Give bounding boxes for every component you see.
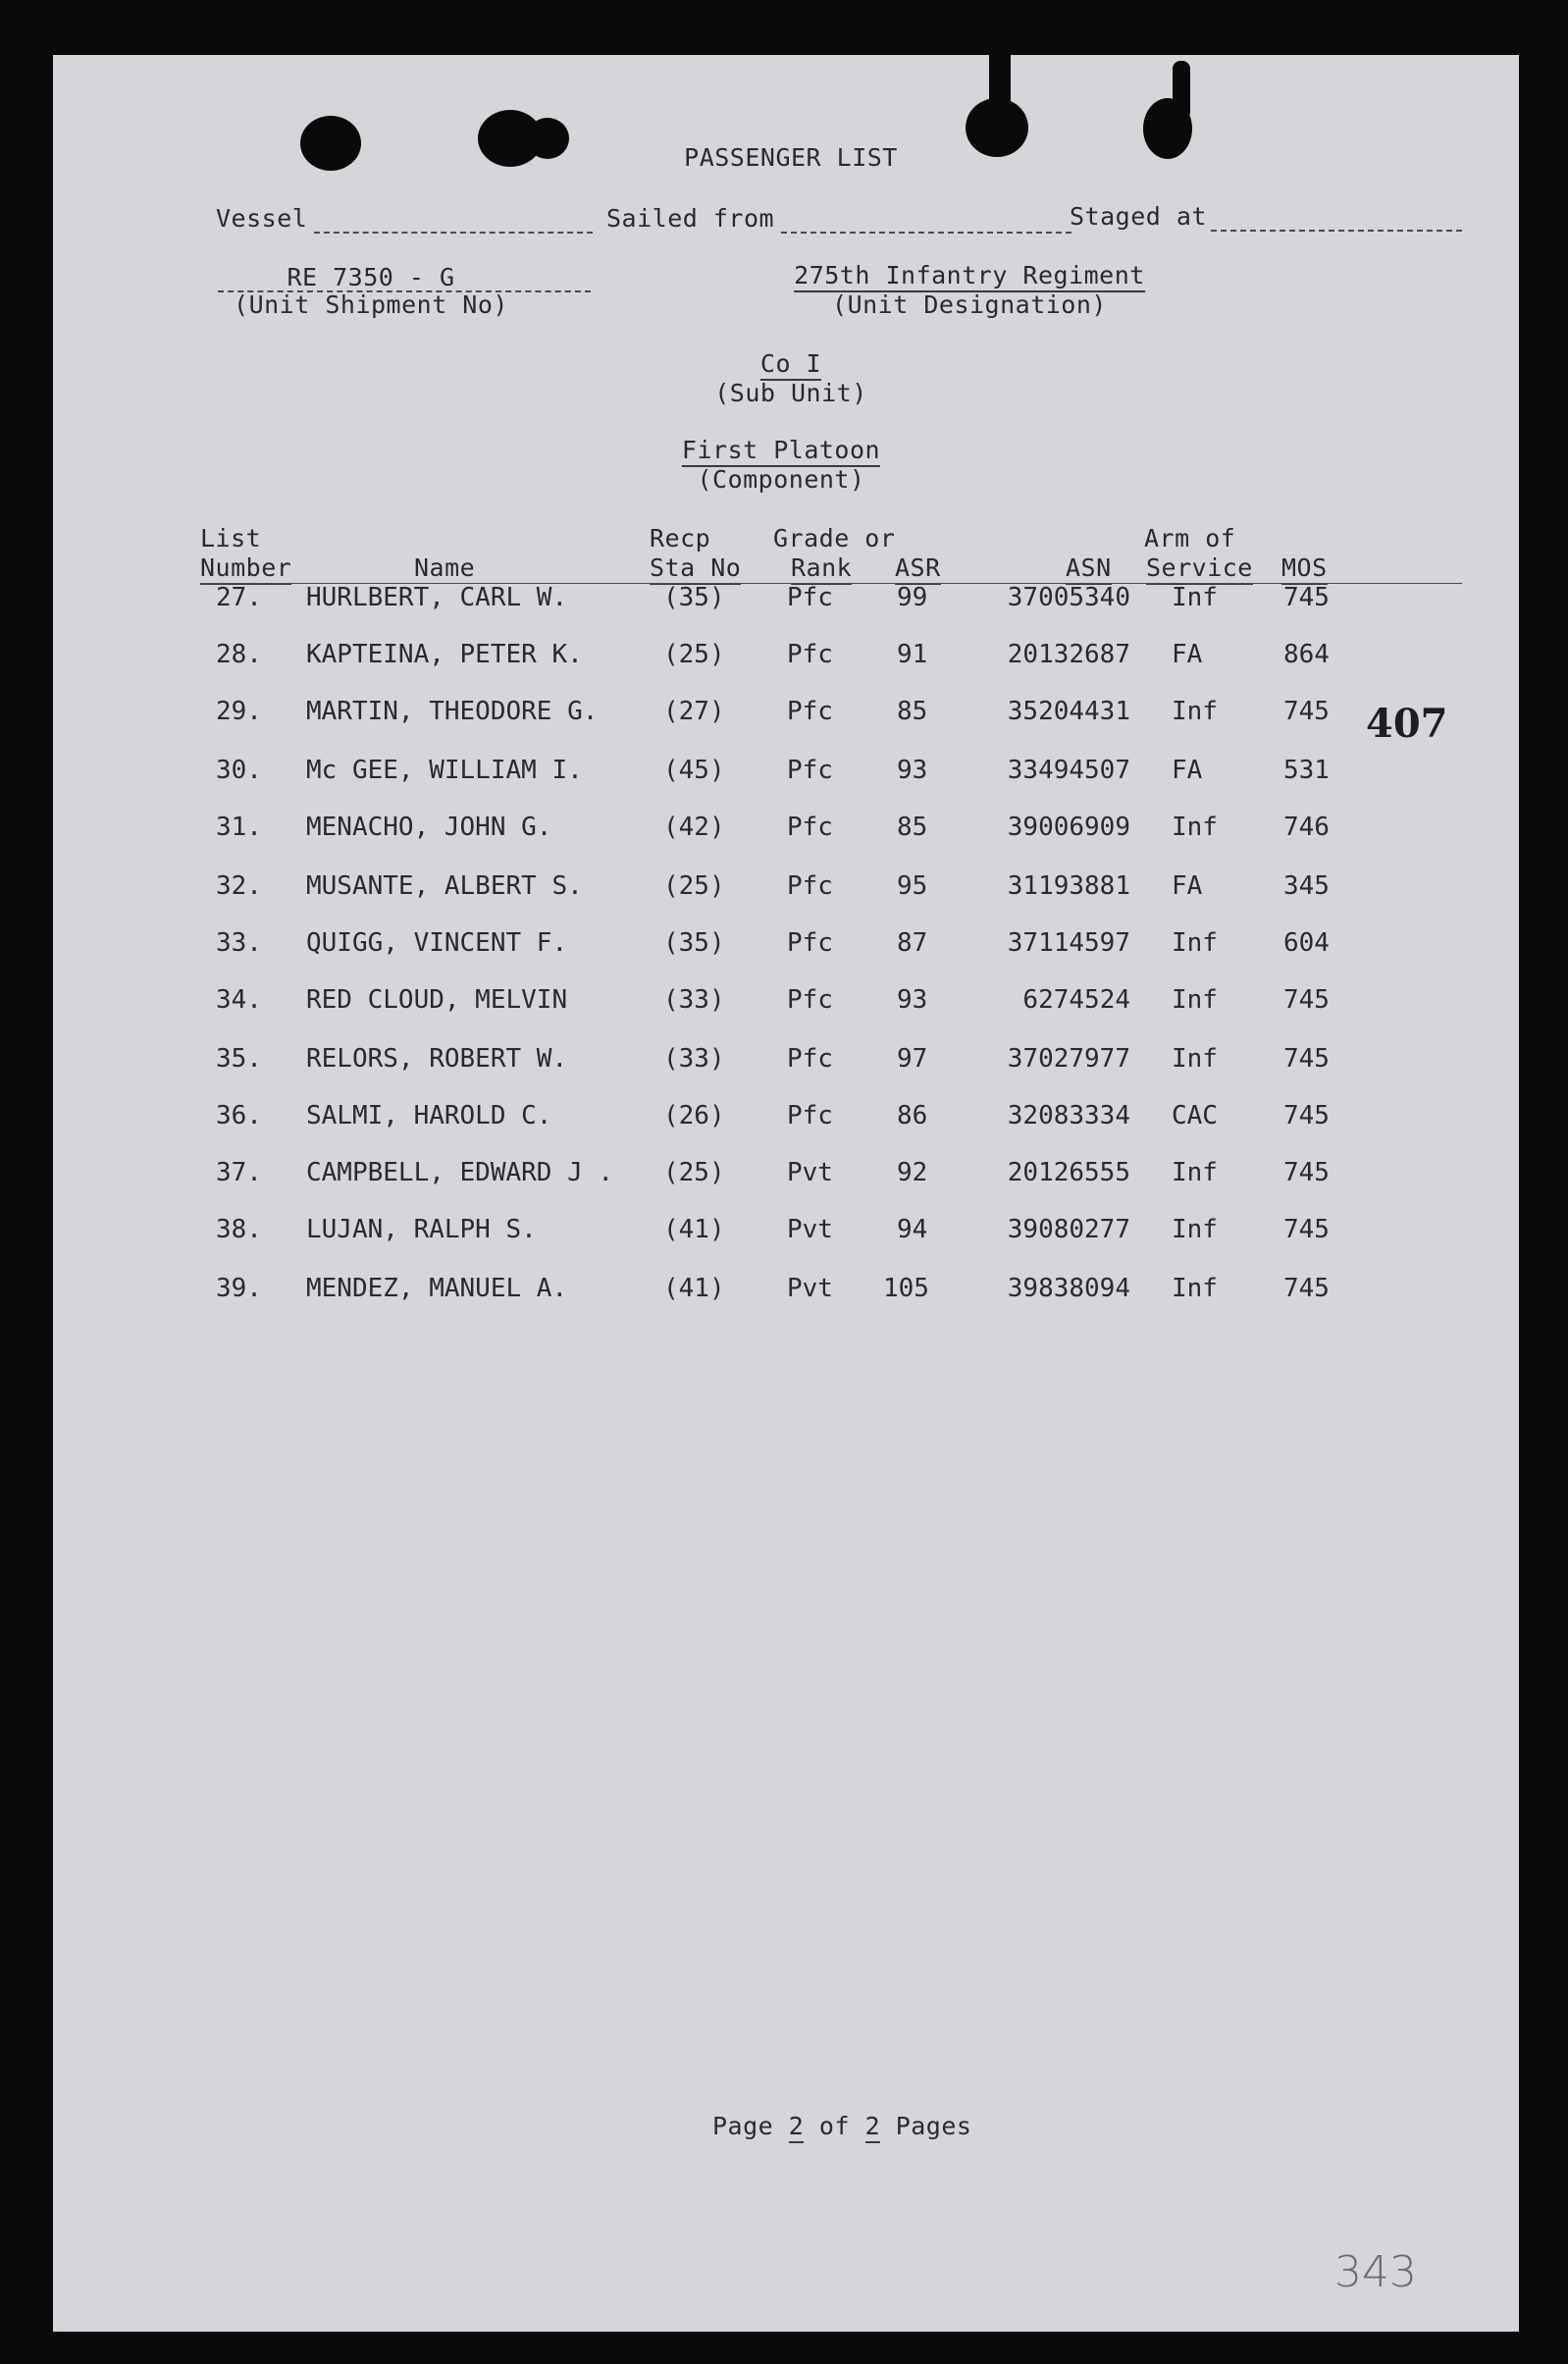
page-label: Page	[712, 2112, 774, 2140]
passenger-name: KAPTEINA, PETER K.	[306, 640, 583, 669]
recp-sta-no: (35)	[663, 928, 725, 958]
list-number: 27.	[216, 583, 262, 612]
arm-of-service: Inf	[1172, 928, 1218, 958]
col-grade-1: Grade or	[773, 524, 896, 552]
table-row	[0, 1158, 1568, 1197]
mos: 745	[1283, 697, 1330, 726]
stamp-number: 407	[1366, 701, 1448, 747]
recp-sta-no: (25)	[663, 1158, 725, 1187]
mos: 745	[1283, 985, 1330, 1015]
rank: Pfc	[787, 985, 833, 1015]
rank: Pfc	[787, 756, 833, 785]
page-current: 2	[789, 2112, 805, 2143]
asr: 93	[897, 985, 928, 1015]
arm-of-service: FA	[1172, 640, 1203, 669]
punch-hole	[989, 29, 1011, 118]
recp-sta-no: (35)	[663, 583, 725, 612]
asr: 85	[897, 697, 928, 726]
arm-of-service: Inf	[1172, 1274, 1218, 1303]
recp-sta-no: (26)	[663, 1101, 725, 1130]
col-arm-1: Arm of	[1144, 524, 1236, 552]
arm-of-service: Inf	[1172, 583, 1218, 612]
asn: 39006909	[1007, 813, 1130, 842]
mos: 864	[1283, 640, 1330, 669]
asr: 91	[897, 640, 928, 669]
passenger-name: MENDEZ, MANUEL A.	[306, 1274, 568, 1303]
list-number: 37.	[216, 1158, 262, 1187]
asn: 35204431	[1007, 697, 1130, 726]
list-number: 36.	[216, 1101, 262, 1130]
pages-label: Pages	[895, 2112, 972, 2140]
rank: Pfc	[787, 813, 833, 842]
passenger-name: MENACHO, JOHN G.	[306, 813, 552, 842]
asn: 37005340	[1007, 583, 1130, 612]
asn: 20126555	[1007, 1158, 1130, 1187]
arm-of-service: FA	[1172, 871, 1203, 901]
arm-of-service: Inf	[1172, 697, 1218, 726]
table-row	[0, 985, 1568, 1024]
asn: 39838094	[1007, 1274, 1130, 1303]
rank: Pfc	[787, 583, 833, 612]
sailed-from-blank	[781, 232, 1071, 234]
col-asn: ASN	[1066, 553, 1112, 585]
rank: Pvt	[787, 1158, 833, 1187]
mos: 531	[1283, 756, 1330, 785]
asn: 31193881	[1007, 871, 1130, 901]
list-number: 39.	[216, 1274, 262, 1303]
col-list-number-1: List	[200, 524, 262, 552]
mos: 745	[1283, 1101, 1330, 1130]
recp-sta-no: (41)	[663, 1215, 725, 1244]
list-number: 38.	[216, 1215, 262, 1244]
rank: Pfc	[787, 640, 833, 669]
table-row	[0, 1215, 1568, 1254]
table-row	[0, 1101, 1568, 1140]
unit-shipment-number: RE 7350 - G	[287, 263, 455, 291]
table-row	[0, 813, 1568, 852]
passenger-name: QUIGG, VINCENT F.	[306, 928, 568, 958]
arm-of-service: Inf	[1172, 985, 1218, 1015]
mos: 745	[1283, 1044, 1330, 1074]
staged-at-label: Staged at	[1070, 202, 1207, 231]
asr: 87	[897, 928, 928, 958]
passenger-name: RELORS, ROBERT W.	[306, 1044, 568, 1074]
col-asr: ASR	[895, 553, 941, 585]
table-row	[0, 640, 1568, 679]
mos: 604	[1283, 928, 1330, 958]
mos: 745	[1283, 1274, 1330, 1303]
list-number: 30.	[216, 756, 262, 785]
col-mos: MOS	[1281, 553, 1328, 585]
mos: 746	[1283, 813, 1330, 842]
asr: 85	[897, 813, 928, 842]
recp-sta-no: (33)	[663, 1044, 725, 1074]
arm-of-service: Inf	[1172, 1044, 1218, 1074]
punch-hole	[1173, 61, 1190, 120]
col-list-number-2: Number	[200, 553, 291, 585]
page-indicator	[712, 2112, 971, 2140]
asn: 37114597	[1007, 928, 1130, 958]
table-row	[0, 583, 1568, 622]
rank: Pfc	[787, 928, 833, 958]
arm-of-service: FA	[1172, 756, 1203, 785]
recp-sta-no: (33)	[663, 985, 725, 1015]
rank: Pfc	[787, 871, 833, 901]
arm-of-service: Inf	[1172, 813, 1218, 842]
asr: 92	[897, 1158, 928, 1187]
passenger-name: RED CLOUD, MELVIN	[306, 985, 568, 1015]
arm-of-service: CAC	[1172, 1101, 1218, 1130]
recp-sta-no: (45)	[663, 756, 725, 785]
asr: 99	[897, 583, 928, 612]
mos: 745	[1283, 1215, 1330, 1244]
vessel-label: Vessel	[216, 204, 308, 233]
unit-designation: 275th Infantry Regiment	[794, 261, 1145, 292]
recp-sta-no: (25)	[663, 871, 725, 901]
passenger-name: Mc GEE, WILLIAM I.	[306, 756, 583, 785]
asr: 95	[897, 871, 928, 901]
passenger-name: SALMI, HAROLD C.	[306, 1101, 552, 1130]
rank: Pfc	[787, 1101, 833, 1130]
sailed-from-label: Sailed from	[606, 204, 775, 233]
rank: Pvt	[787, 1274, 833, 1303]
list-number: 29.	[216, 697, 262, 726]
punch-hole	[526, 118, 569, 159]
page-title: PASSENGER LIST	[684, 143, 898, 172]
recp-sta-no: (42)	[663, 813, 725, 842]
arm-of-service: Inf	[1172, 1215, 1218, 1244]
passenger-name: HURLBERT, CARL W.	[306, 583, 568, 612]
unit-designation-caption: (Unit Designation)	[832, 290, 1107, 319]
passenger-name: LUJAN, RALPH S.	[306, 1215, 537, 1244]
passenger-name: MARTIN, THEODORE G.	[306, 697, 599, 726]
sub-unit: Co I	[760, 349, 821, 381]
asn: 33494507	[1007, 756, 1130, 785]
punch-hole	[300, 116, 361, 171]
page-of-label: of	[818, 2112, 851, 2140]
asn: 37027977	[1007, 1044, 1130, 1074]
table-row	[0, 928, 1568, 968]
arm-of-service: Inf	[1172, 1158, 1218, 1187]
list-number: 28.	[216, 640, 262, 669]
list-number: 32.	[216, 871, 262, 901]
page-total: 2	[865, 2112, 881, 2143]
asn: 32083334	[1007, 1101, 1130, 1130]
recp-sta-no: (25)	[663, 640, 725, 669]
rank: Pfc	[787, 1044, 833, 1074]
asr: 93	[897, 756, 928, 785]
table-row	[0, 1044, 1568, 1083]
asn: 6274524	[1022, 985, 1130, 1015]
mos: 345	[1283, 871, 1330, 901]
col-arm-2: Service	[1146, 553, 1253, 585]
list-number: 31.	[216, 813, 262, 842]
asr: 94	[897, 1215, 928, 1244]
list-number: 33.	[216, 928, 262, 958]
asn: 39080277	[1007, 1215, 1130, 1244]
vessel-blank	[314, 232, 593, 234]
passenger-name: MUSANTE, ALBERT S.	[306, 871, 583, 901]
mos: 745	[1283, 1158, 1330, 1187]
col-name: Name	[414, 553, 476, 582]
col-recp-1: Recp	[650, 524, 711, 552]
asr: 105	[883, 1274, 929, 1303]
list-number: 35.	[216, 1044, 262, 1074]
col-grade-2: Rank	[791, 553, 852, 585]
rank: Pvt	[787, 1215, 833, 1244]
sub-unit-caption: (Sub Unit)	[714, 379, 867, 407]
table-row	[0, 1274, 1568, 1313]
component: First Platoon	[682, 436, 880, 467]
recp-sta-no: (27)	[663, 697, 725, 726]
unit-shipment-caption: (Unit Shipment No)	[234, 290, 508, 319]
table-row	[0, 871, 1568, 911]
table-row	[0, 756, 1568, 795]
asn: 20132687	[1007, 640, 1130, 669]
passenger-name: CAMPBELL, EDWARD J .	[306, 1158, 614, 1187]
staged-at-blank	[1211, 230, 1462, 232]
list-number: 34.	[216, 985, 262, 1015]
component-caption: (Component)	[697, 465, 865, 494]
mos: 745	[1283, 583, 1330, 612]
asr: 97	[897, 1044, 928, 1074]
asr: 86	[897, 1101, 928, 1130]
table-row	[0, 697, 1568, 736]
col-recp-2: Sta No	[650, 553, 741, 585]
pencil-page-number: 343	[1334, 2247, 1417, 2297]
rank: Pfc	[787, 697, 833, 726]
recp-sta-no: (41)	[663, 1274, 725, 1303]
